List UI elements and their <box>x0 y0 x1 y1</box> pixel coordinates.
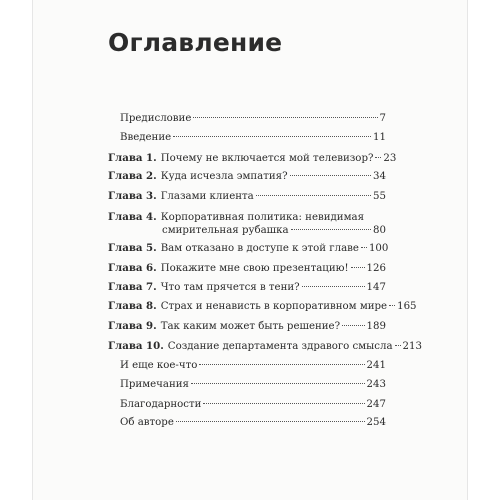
toc-entry-title: Примечания <box>120 379 189 390</box>
dot-leader <box>351 267 365 268</box>
toc-entry-title: Покажите мне свою презентацию! <box>160 263 349 274</box>
dot-leader <box>302 286 365 287</box>
toc-entry-chapter-3 <box>108 190 386 203</box>
toc-entry-title: Предисловие <box>120 113 192 124</box>
toc-page-number: 147 <box>366 282 386 293</box>
toc-entry-title: Куда исчезла эмпатия? <box>160 171 288 182</box>
toc-entry-acknowledgements <box>108 398 386 411</box>
toc-entry-title: Почему не включается мой телевизор? <box>160 153 374 164</box>
dot-leader <box>256 195 371 196</box>
toc-page-number: 243 <box>366 379 386 390</box>
dot-leader <box>193 117 377 118</box>
chapter-label: Глава 3. <box>108 190 157 202</box>
toc-page-number: 254 <box>366 417 386 428</box>
toc-page-number: 241 <box>366 360 386 371</box>
toc-entry-title: Вам отказано в доступе к этой главе <box>160 243 359 254</box>
chapter-label: Глава 10. <box>108 340 164 352</box>
toc-page-number: 100 <box>368 243 389 254</box>
chapter-label: Глава 5. <box>108 242 157 254</box>
toc-entry-title: Введение <box>120 132 172 143</box>
toc-page-number: 80 <box>373 225 386 236</box>
toc-entry-title: Страх и ненависть в корпоративном мире <box>160 301 388 312</box>
chapter-label: Глава 2. <box>108 170 157 182</box>
toc-page-number: 55 <box>373 191 386 202</box>
toc-page-number: 7 <box>379 113 386 124</box>
toc-page-number: 247 <box>366 399 386 410</box>
chapter-label: Глава 6. <box>108 262 157 274</box>
chapter-label: Глава 7. <box>108 281 157 293</box>
toc-entry-about-author <box>108 416 386 429</box>
dot-leader <box>375 157 381 158</box>
dot-leader <box>203 403 364 404</box>
toc-entry-title: Благодарности <box>120 399 202 410</box>
toc-entry-chapter-4 <box>108 211 386 237</box>
toc-entry-chapter-7 <box>108 281 386 294</box>
chapter-label: Глава 4. <box>108 211 157 223</box>
dot-leader <box>342 325 365 326</box>
toc-entry-chapter-1 <box>108 152 397 165</box>
toc-entry-title: Что там прячется в тени? <box>160 282 300 293</box>
toc-entry-title-line-2: смирительная рубашка <box>162 225 289 236</box>
page-title: Оглавление <box>108 28 283 57</box>
toc-page-number: 189 <box>366 321 386 332</box>
toc-entry-chapter-5 <box>108 242 389 255</box>
toc-entry-title-line-1: Корпоративная политика: невидимая <box>160 212 364 223</box>
toc-entry-title: И еще кое-что <box>120 360 198 371</box>
toc-entry-title: Так каким может быть решение? <box>160 321 341 332</box>
dot-leader <box>176 421 365 422</box>
toc-entry-chapter-8 <box>108 300 417 313</box>
chapter-label: Глава 1. <box>108 152 157 164</box>
dot-leader <box>173 136 371 137</box>
toc-entry-title: Создание департамента здравого смысла <box>167 341 393 352</box>
toc-page-number: 213 <box>402 341 422 352</box>
toc-page-number: 34 <box>373 171 386 182</box>
toc-page-number: 23 <box>383 153 397 164</box>
toc-entry-chapter-6 <box>108 262 386 275</box>
dot-leader <box>361 247 367 248</box>
dot-leader <box>199 364 364 365</box>
toc-entry-title: Глазами клиента <box>160 191 254 202</box>
toc-entry-preface <box>108 112 386 125</box>
toc-entry-chapter-10 <box>108 340 422 353</box>
toc-entry-and-more <box>108 359 386 372</box>
toc-entry-chapter-9 <box>108 320 386 333</box>
toc-entry-title: Об авторе <box>120 417 174 428</box>
chapter-label: Глава 9. <box>108 320 157 332</box>
dot-leader <box>395 345 401 346</box>
dot-leader <box>291 229 371 230</box>
toc-entry-introduction <box>108 131 386 144</box>
toc-page-number: 126 <box>366 263 386 274</box>
dot-leader <box>389 305 395 306</box>
dot-leader <box>191 383 365 384</box>
toc-entry-notes <box>108 378 386 391</box>
toc-entry-chapter-2 <box>108 170 386 183</box>
toc-page-number: 11 <box>373 132 386 143</box>
dot-leader <box>290 175 371 176</box>
toc-page-number: 165 <box>397 301 417 312</box>
chapter-label: Глава 8. <box>108 300 157 312</box>
